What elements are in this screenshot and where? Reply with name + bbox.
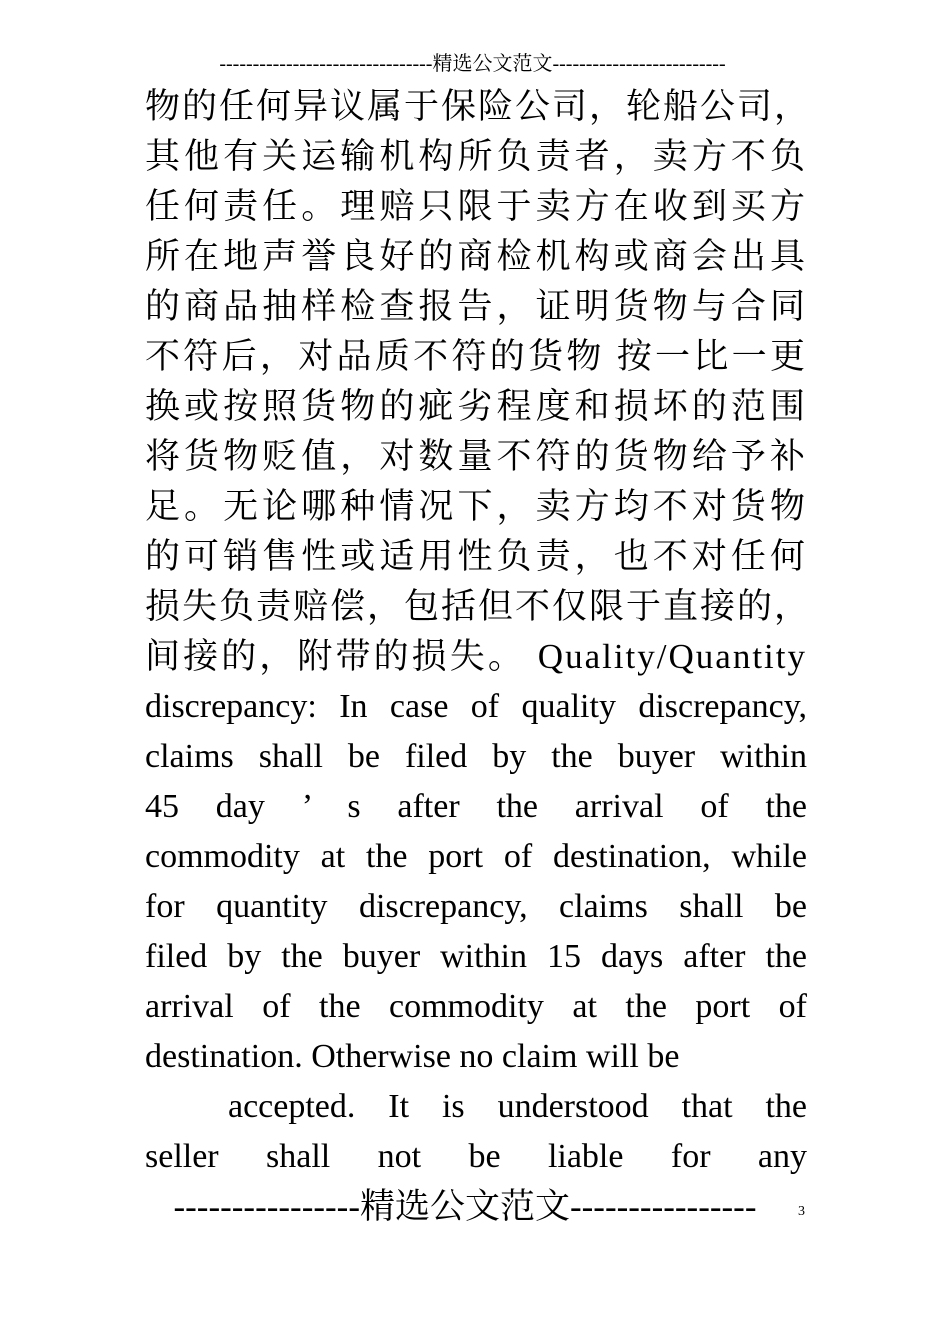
body-text-line: 损失负责赔偿，包括但不仅限于直接的， bbox=[145, 587, 812, 626]
page-header: --------------------------------精选公文范文-------------------------- bbox=[219, 53, 726, 75]
body-text-line: 的商品抽样检查报告，证明货物与合同 bbox=[145, 287, 807, 326]
body-text-line: filed by the buyer within 15 days after the bbox=[145, 938, 807, 975]
body-text-line: discrepancy: In case of quality discrepancy, bbox=[145, 688, 807, 725]
body-text-line: destination. Otherwise no claim will be bbox=[145, 1038, 680, 1075]
body-text-line: claims shall be filed by the buyer within bbox=[145, 738, 807, 775]
body-text-line: 将货物贬值，对数量不符的货物给予补 bbox=[145, 437, 807, 476]
body-text-line: accepted. It is understood that the bbox=[228, 1088, 807, 1125]
body-text-line: seller shall not be liable for any bbox=[145, 1138, 807, 1175]
body-text-line: 不符后，对品质不符的货物 按一比一更 bbox=[145, 337, 807, 376]
body-text-line: 物的任何异议属于保险公司，轮船公司， bbox=[145, 87, 812, 126]
body-text-line: 足。无论哪种情况下，卖方均不对货物 bbox=[145, 487, 807, 526]
body-text-line: commodity at the port of destination, while bbox=[145, 838, 807, 875]
page-number: 3 bbox=[798, 1204, 805, 1219]
body-text-line: 所在地声誉良好的商检机构或商会出具 bbox=[145, 237, 807, 276]
body-text-line: 其他有关运输机构所负责者，卖方不负 bbox=[145, 137, 807, 176]
body-text-line: arrival of the commodity at the port of bbox=[145, 988, 807, 1025]
body-text-line: 任何责任。理赔只限于卖方在收到买方 bbox=[145, 187, 807, 226]
body-text-line: for quantity discrepancy, claims shall be bbox=[145, 888, 807, 925]
page-footer: ----------------精选公文范文---------------- bbox=[173, 1187, 757, 1226]
body-text-line: 45 day ’ s after the arrival of the bbox=[145, 788, 807, 825]
body-text-line: 的可销售性或适用性负责，也不对任何 bbox=[145, 537, 807, 576]
body-text-line: 间接的，附带的损失。 Quality/Quantity bbox=[145, 637, 807, 676]
body-text-line: 换或按照货物的疵劣程度和损坏的范围 bbox=[145, 387, 807, 426]
